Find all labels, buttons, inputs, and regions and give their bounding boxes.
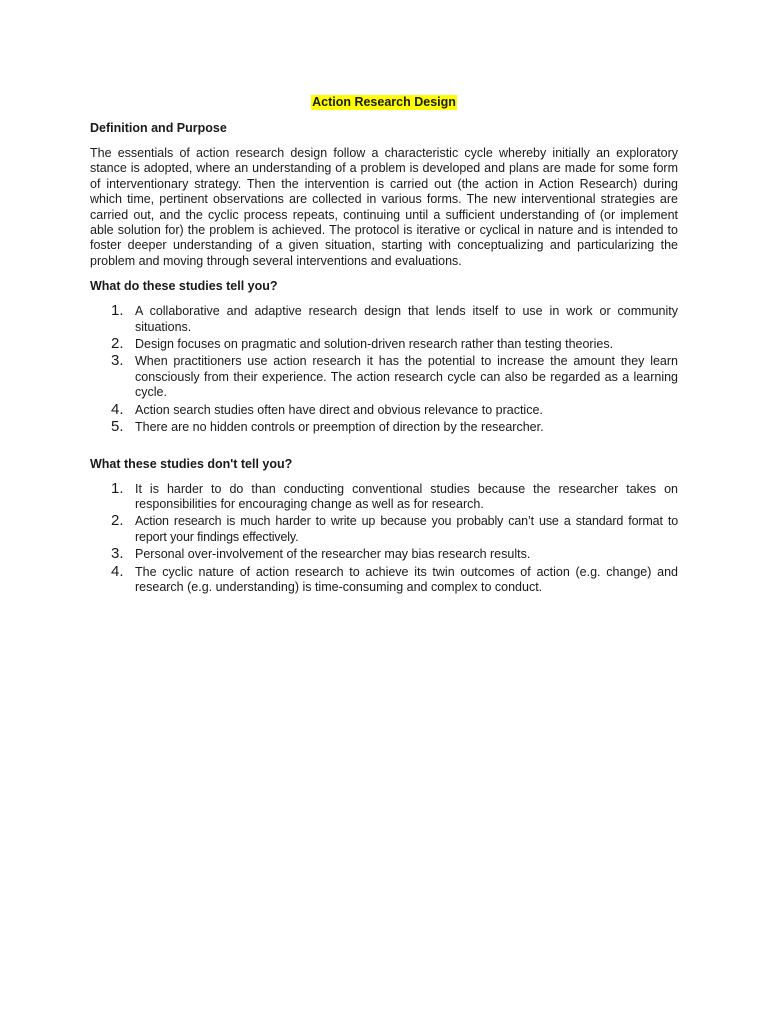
list-item-text: Personal over-involvement of the researcher may bias research results.	[135, 547, 531, 562]
list-item	[90, 479, 678, 513]
definition-paragraph: The essentials of action research design follow a characteristic cycle whereby initially an exploratory stance is adopted, where an understanding of a problem is developed and plans are made for some form of interventionary strategy. Then the intervention is carried out (the action in Action Research) during which time, pertinent observations are collected in various forms. The new interventional strategies are carried out, and the cyclic process repeats, continuing until a sufficient understanding of (or implement able solution for) the problem is achieved. The protocol is iterative or cyclical in nature and is intended to foster deeper understanding of a given situation, starting with conceptualizing and particularizing the problem and moving through several interventions and evaluations.	[90, 146, 678, 268]
list-item	[90, 420, 678, 435]
list-number: 4.	[111, 400, 124, 418]
list-item	[90, 547, 678, 562]
list-item	[90, 514, 678, 545]
list-item	[90, 337, 678, 352]
list-item-text: The cyclic nature of action research to achieve its twin outcomes of action (e.g. change) and research (e.g. understanding) is time-consuming and complex to conduct.	[135, 564, 678, 594]
list-number: 3.	[111, 352, 124, 370]
list-number: 3.	[111, 545, 124, 563]
list-item-text: Action search studies often have direct and obvious relevance to practice.	[135, 402, 543, 417]
list-number: 2.	[111, 512, 124, 530]
list-number: 2.	[111, 335, 124, 353]
list-item-text: Action research is much harder to write up because you probably can’t use a standard format to report your findings effectively.	[135, 514, 678, 544]
list-number: 4.	[111, 562, 124, 580]
dont-tell-heading: What these studies don't tell you?	[90, 456, 293, 471]
list-item-text: There are no hidden controls or preemption of direction by the researcher.	[135, 420, 544, 435]
list-item	[90, 304, 678, 335]
list-item	[90, 562, 678, 596]
list-item-text: A collaborative and adaptive research design that lends itself to use in work or community situations.	[135, 304, 678, 334]
list-item	[90, 400, 678, 418]
title-wrap	[90, 93, 678, 111]
list-item	[90, 354, 678, 400]
dont-tell-list	[90, 479, 678, 596]
list-number: 1.	[111, 302, 124, 320]
tell-heading: What do these studies tell you?	[90, 279, 278, 294]
list-item-text: Design focuses on pragmatic and solution-driven research rather than testing theories.	[135, 337, 614, 352]
tell-list	[90, 304, 678, 435]
list-item-text: When practitioners use action research it has the potential to increase the amount they learn consciously from their experience. The action research cycle can also be regarded as a learning cycle.	[135, 354, 678, 400]
page-title: Action Research Design	[312, 95, 456, 109]
list-item-text: It is harder to do than conducting conventional studies because the researcher takes on responsibilities for encouraging change as well as for research.	[135, 481, 678, 511]
list-number: 1.	[111, 479, 124, 497]
definition-heading: Definition and Purpose	[90, 121, 227, 135]
list-number: 5.	[111, 418, 124, 436]
